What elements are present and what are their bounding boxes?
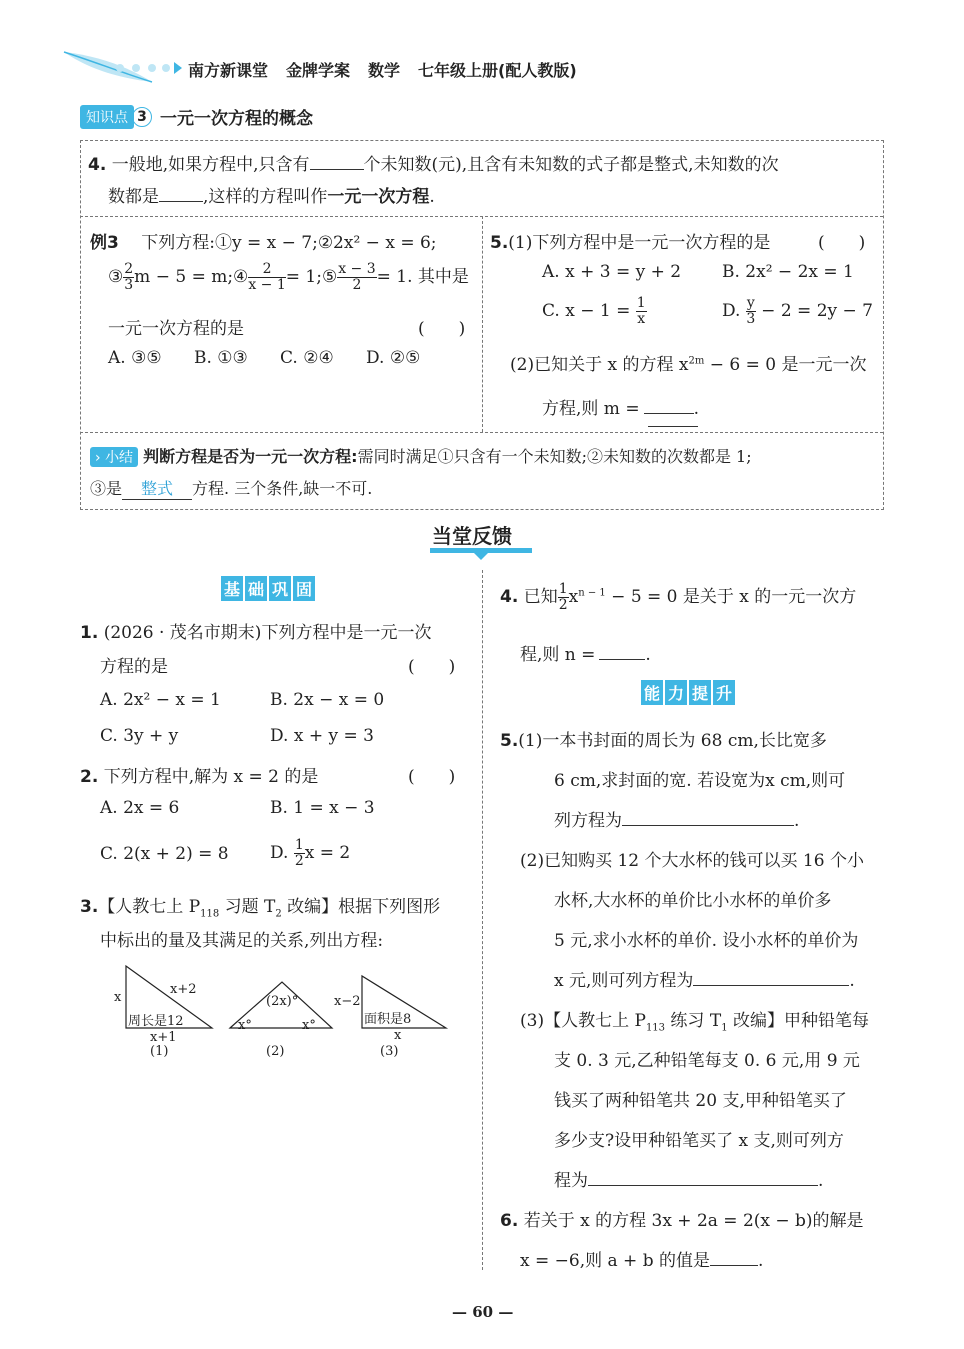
fig3-top-label: x−2 xyxy=(334,994,361,1009)
q1-option-d: D. x + y = 3 xyxy=(270,726,374,746)
q1-line1: 1. (2026 · 茂名市期末)下列方程中是一元一次 xyxy=(80,623,432,643)
answer-blank[interactable] xyxy=(310,153,364,170)
q2-paren[interactable]: ( ) xyxy=(408,767,456,787)
knowledge-point-tag: 知识点 xyxy=(80,105,134,129)
q5-part2-line1: (2)已知关于 x 的方程 $x^{2m} - 6 = 0$ 是一元一次 xyxy=(510,355,867,375)
fig3-caption: (3) xyxy=(380,1044,399,1059)
q5-3-line3: 钱买了两种铅笔共 20 支,甲种铅笔买了 xyxy=(554,1091,847,1111)
q5-1-line3: 列方程为 . xyxy=(554,811,800,831)
q2-line1: 2. 下列方程中,解为 x = 2 的是 xyxy=(80,767,319,787)
q4-line1: 4. 已知 $\frac{1}{2}$ $x^{n - 1} - 5 = 0$ 是关于 x 的一元一次方 xyxy=(500,581,857,613)
answer-blank[interactable] xyxy=(644,397,694,414)
example3-line3: 一元一次方程的是 xyxy=(108,319,244,339)
knowledge-point-title: 一元一次方程的概念 xyxy=(160,109,313,129)
q5-3-line2: 支 0. 3 元,乙种铅笔每支 0. 6 元,用 9 元 xyxy=(554,1051,860,1071)
q5-2-line1: (2)已知购买 12 个大水杯的钱可以买 16 个小 xyxy=(520,851,864,871)
q5-1-line2: 6 cm,求封面的宽. 若设宽为x cm,则可 xyxy=(554,771,846,791)
example3-paren[interactable]: ( ) xyxy=(418,319,466,339)
fig2-right-label: x° xyxy=(302,1018,316,1033)
q2-option-c: C. 2(x + 2) = 8 xyxy=(100,844,229,864)
fig1-hyp-label: x+2 xyxy=(170,982,197,997)
q5-top-paren[interactable]: ( ) xyxy=(818,233,866,253)
divider xyxy=(80,432,883,433)
summary-line1: › 小结 判断方程是否为一元一次方程:需同时满足①只含有一个未知数;②未知数的次数都是 1; xyxy=(90,444,752,467)
q3-line1: 3.【人教七上 $P_{118}$ 习题 $T_2$ 改编】根据下列图形 xyxy=(80,897,441,920)
basic-section-title: 基 础 巩 固 xyxy=(220,576,316,601)
page-header xyxy=(60,48,940,88)
q5-top-line1: 5.(1)下列方程中是一元一次方程的是 xyxy=(490,233,771,253)
q5-option-a: A. x + 3 = y + 2 xyxy=(542,262,682,282)
summary-line2: ③是 整式 方程. 三个条件,缺一不可. xyxy=(90,476,372,500)
example3-options: A. ③⑤ B. ①③ C. ②④ D. ②⑤ xyxy=(108,348,421,368)
example3-line1: 例3 下列方程:①y = x − 7;②2x² − x = 6; xyxy=(90,233,437,253)
divider xyxy=(482,216,483,432)
answer-blank xyxy=(648,426,698,427)
answer-blank[interactable] xyxy=(693,969,849,986)
q5-3-line1: (3)【人教七上 $P_{113}$ 练习 $T_1$ 改编】甲种铅笔每 xyxy=(520,1011,869,1034)
fig1-left-label: x xyxy=(114,990,122,1005)
q5-2-line4: x 元,则可列方程为 . xyxy=(554,971,855,991)
q1-option-a: A. 2x² − x = 1 xyxy=(100,690,221,710)
example3-line2: ③ $\frac{2}{3}$ m − 5 = m;④ $\frac{2}{x - 1}$ = 1;⑤ $\frac{x - 3}{2}$ = 1. 其中是 xyxy=(108,261,469,293)
feather-logo-icon xyxy=(60,48,190,88)
knowledge-point-number: 3 xyxy=(132,107,152,127)
answer-blank[interactable] xyxy=(710,1249,758,1266)
summary-tag: › 小结 xyxy=(90,447,138,467)
fig3-inside-label: 面积是8 xyxy=(364,1012,412,1027)
q5-3-line4: 多少支?设甲种铅笔买了 x 支,则可列方 xyxy=(554,1131,844,1151)
q5-2-line3: 5 元,求小水杯的单价. 设小水杯的单价为 xyxy=(554,931,859,951)
q5-1-line1: 5.(1)一本书封面的周长为 68 cm,长比宽多 xyxy=(500,731,827,751)
fig1-bottom-label: x+1 xyxy=(150,1030,177,1045)
answer-blank[interactable] xyxy=(622,809,794,826)
fig3-bottom-label: x xyxy=(394,1028,402,1043)
q4-line2: 程,则 n = . xyxy=(520,645,651,665)
q5-3-line5: 程为 . xyxy=(554,1171,824,1191)
q3-line2: 中标出的量及其满足的关系,列出方程: xyxy=(100,931,384,951)
q5-2-line2: 水杯,大水杯的单价比小水杯的单价多 xyxy=(554,891,832,911)
fig2-top-label: (2x)° xyxy=(266,994,299,1009)
answer-blank[interactable] xyxy=(599,643,645,660)
item4-line1: 4. 一般地,如果方程中,只含有 个未知数(元),且含有未知数的式子都是整式,未知数的次 xyxy=(88,155,779,175)
page-number: — 60 — xyxy=(452,1303,514,1321)
summary-answer: 整式 xyxy=(122,476,192,500)
q1-paren[interactable]: ( ) xyxy=(408,657,456,677)
q1-option-c: C. 3y + y xyxy=(100,726,179,746)
ability-section-title: 能 力 提 升 xyxy=(640,680,736,705)
q2-option-a: A. 2x = 6 xyxy=(100,798,180,818)
q1-line2: 方程的是 xyxy=(100,657,168,677)
q6-line1: 6. 若关于 x 的方程 3x + 2a = 2(x − b)的解是 xyxy=(500,1211,864,1231)
fig2-left-label: x° xyxy=(238,1018,252,1033)
q1-option-b: B. 2x − x = 0 xyxy=(270,690,385,710)
column-divider xyxy=(482,570,483,1270)
feedback-title: 当堂反馈 xyxy=(432,524,512,548)
q5-option-c: C. x − 1 = $\frac{1}{x}$ xyxy=(542,295,646,327)
q5-part2-line2: 方程,则 m = . xyxy=(542,399,699,419)
q5-option-d: D. $\frac{y}{3}$ − 2 = 2y − 7 xyxy=(722,295,873,327)
knowledge-point-heading xyxy=(80,104,313,128)
q2-option-d: D. $\frac{1}{2}$ x = 2 xyxy=(270,837,351,869)
header-title: 南方新课堂 金牌学案 数学 七年级上册(配人教版) xyxy=(188,61,577,80)
answer-blank[interactable] xyxy=(159,185,203,202)
q2-option-b: B. 1 = x − 3 xyxy=(270,798,375,818)
answer-blank[interactable] xyxy=(588,1169,818,1186)
fig2-caption: (2) xyxy=(266,1044,285,1059)
triangle-marker-icon xyxy=(473,552,489,560)
q5-option-b: B. 2x² − 2x = 1 xyxy=(722,262,854,282)
fig1-caption: (1) xyxy=(150,1044,169,1059)
item4-line2: 数都是 ,这样的方程叫作一元一次方程. xyxy=(108,187,435,207)
q6-line2: x = −6,则 a + b 的值是 . xyxy=(520,1251,764,1271)
fig1-inside-label: 周长是12 xyxy=(128,1014,184,1029)
